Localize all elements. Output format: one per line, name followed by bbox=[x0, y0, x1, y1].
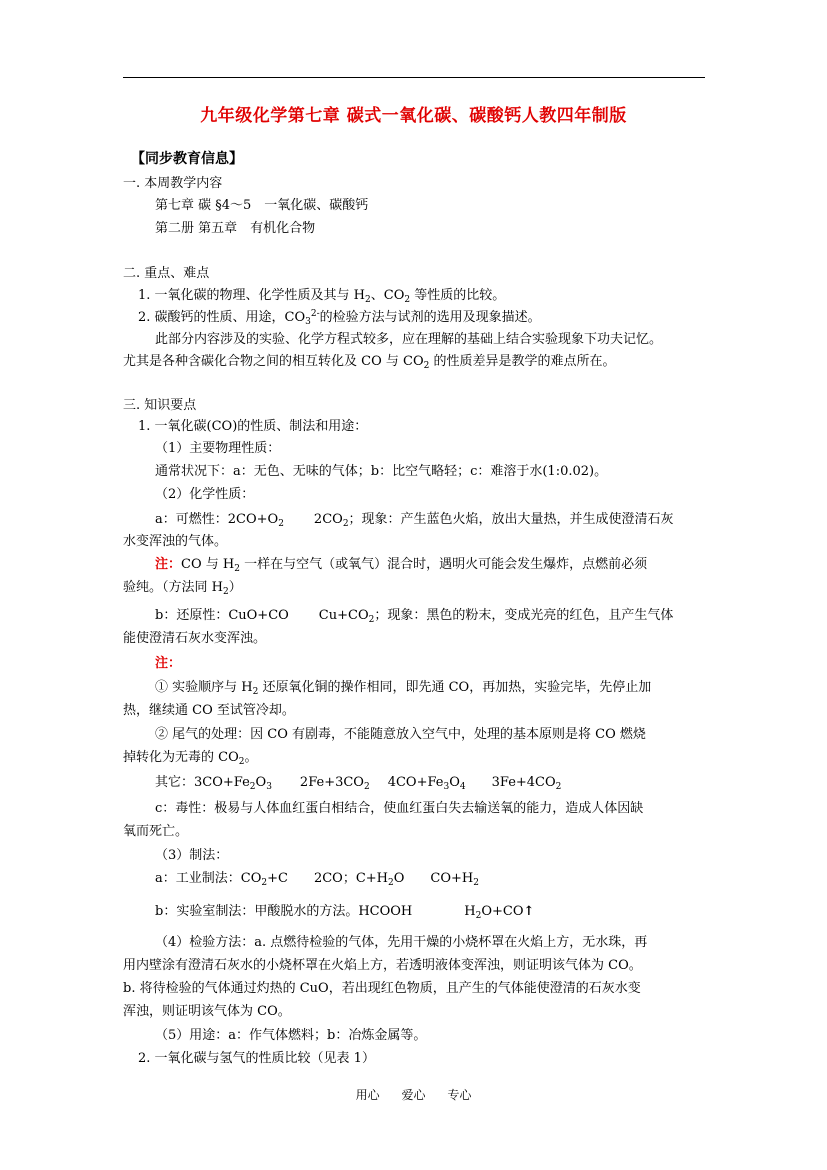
preparation-heading: （3）制法： bbox=[155, 848, 229, 863]
section-header: 【同步教育信息】 bbox=[131, 151, 243, 167]
gas-up-arrow-icon: ↑ bbox=[523, 904, 535, 919]
physical-properties-heading: （1）主要物理性质： bbox=[155, 441, 281, 456]
footer-word-3: 专心 bbox=[447, 1088, 472, 1102]
chemical-properties-heading: （2）化学性质： bbox=[155, 487, 255, 502]
industrial-method: a：工业制法：$CO_2+C$ 2CO；$C+H_2O$ $CO+H_2$ bbox=[155, 871, 479, 888]
other-reactions: 其它：$3CO+Fe_2O_3$ $2Fe+3CO_2$ $4CO+Fe_3O_4$ $3Fe+4CO_2$ bbox=[155, 775, 562, 792]
part1-heading: 一. 本周教学内容 bbox=[123, 176, 223, 191]
part2-item2: 2. 碳酸钙的性质、用途，$CO_3^{2-}$的检验方法与试剂的选用及现象描述。 bbox=[138, 309, 541, 327]
test-method-cont3: 浑浊，则证明该气体为 CO。 bbox=[123, 1004, 291, 1019]
part1-line1: 第七章 碳 §4～5 一氧化碳、碳酸钙 bbox=[155, 198, 369, 213]
toxicity: c：毒性：极易与人体血红蛋白相结合，使血红蛋白失去输送氧的能力，造成人体因缺 bbox=[155, 801, 644, 816]
caution-1-cont: 热，继续通 CO 至试管冷却。 bbox=[123, 703, 295, 718]
footer-word-2: 爱心 bbox=[401, 1088, 426, 1102]
part2-heading: 二. 重点、难点 bbox=[123, 266, 210, 281]
part2-item1: 1. 一氧化碳的物理、化学性质及其与 $H_2$、$CO_2$ 等性质的比较。 bbox=[138, 288, 506, 305]
physical-properties: 通常状况下：a：无色、无味的气体；b：比空气略轻；c：难溶于水(1:0.02)。 bbox=[155, 464, 608, 479]
test-method-cont1: 用内壁涂有澄清石灰水的小烧杯罩在火焰上方，若透明液体变浑浊，则证明该气体为 CO。 bbox=[123, 958, 642, 973]
part2-para1: 此部分内容涉及的实验、化学方程式较多，应在理解的基础上结合实验现象下功夫记忆。 bbox=[155, 332, 663, 347]
page-title: 九年级化学第七章 碳式一氧化碳、碳酸钙人教四年制版 bbox=[200, 106, 627, 126]
header-rule bbox=[123, 77, 705, 78]
page-footer bbox=[0, 1086, 827, 1103]
caution-1: ① 实验顺序与 $H_2$ 还原氧化铜的操作相同，即先通 CO，再加热，实验完毕，先停止加 bbox=[155, 680, 652, 697]
knowledge-2: 2. 一氧化碳与氢气的性质比较（见表 1） bbox=[138, 1051, 375, 1066]
uses: （5）用途：a：作气体燃料；b：冶炼金属等。 bbox=[155, 1028, 427, 1043]
test-method-cont2: b. 将待检验的气体通过灼热的 CuO，若出现红色物质，且产生的气体能使澄清的石灰水变 bbox=[123, 981, 641, 996]
part3-heading: 三. 知识要点 bbox=[123, 398, 197, 413]
note1-cont: 验纯。（方法同 $H_2$） bbox=[123, 580, 242, 597]
note2-label: 注： bbox=[155, 656, 182, 671]
part1-line2: 第二册 第五章 有机化合物 bbox=[155, 221, 316, 236]
footer-word-1: 用心 bbox=[355, 1088, 380, 1102]
caution-2: ② 尾气的处理：因 CO 有剧毒，不能随意放入空气中，处理的基本原则是将 CO 燃烧 bbox=[155, 727, 646, 742]
reducibility-cont: 能使澄清石灰水变浑浊。 bbox=[123, 631, 267, 646]
knowledge-1: 1. 一氧化碳(CO)的性质、制法和用途： bbox=[138, 419, 368, 434]
part2-para2: 尤其是各种含碳化合物之间的相互转化及 CO 与 $CO_2$ 的性质差异是教学的难点所在。 bbox=[123, 354, 616, 371]
combustibility: a：可燃性：$2CO+O_2$ $2CO_2$；现象：产生蓝色火焰，放出大量热，并生成使澄清石灰 bbox=[155, 512, 674, 529]
caution-2-cont: 掉转化为无毒的 $CO_2$。 bbox=[123, 750, 258, 767]
note1: 注：CO 与 $H_2$ 一样在与空气（或氧气）混合时，遇明火可能会发生爆炸，点燃前必须 bbox=[155, 557, 648, 574]
toxicity-cont: 氧而死亡。 bbox=[123, 824, 189, 839]
lab-method: b：实验室制法：甲酸脱水的方法。HCOOH $H_2O+CO↑$ bbox=[155, 904, 535, 921]
reducibility: b：还原性：CuO+CO $Cu+CO_2$；现象：黑色的粉末，变成光亮的红色，且产生气体 bbox=[155, 608, 674, 625]
test-method: （4）检验方法：a. 点燃待检验的气体，先用干燥的小烧杯罩在火焰上方，无水珠，再 bbox=[155, 935, 648, 950]
combustibility-cont: 水变浑浊的气体。 bbox=[123, 534, 228, 549]
